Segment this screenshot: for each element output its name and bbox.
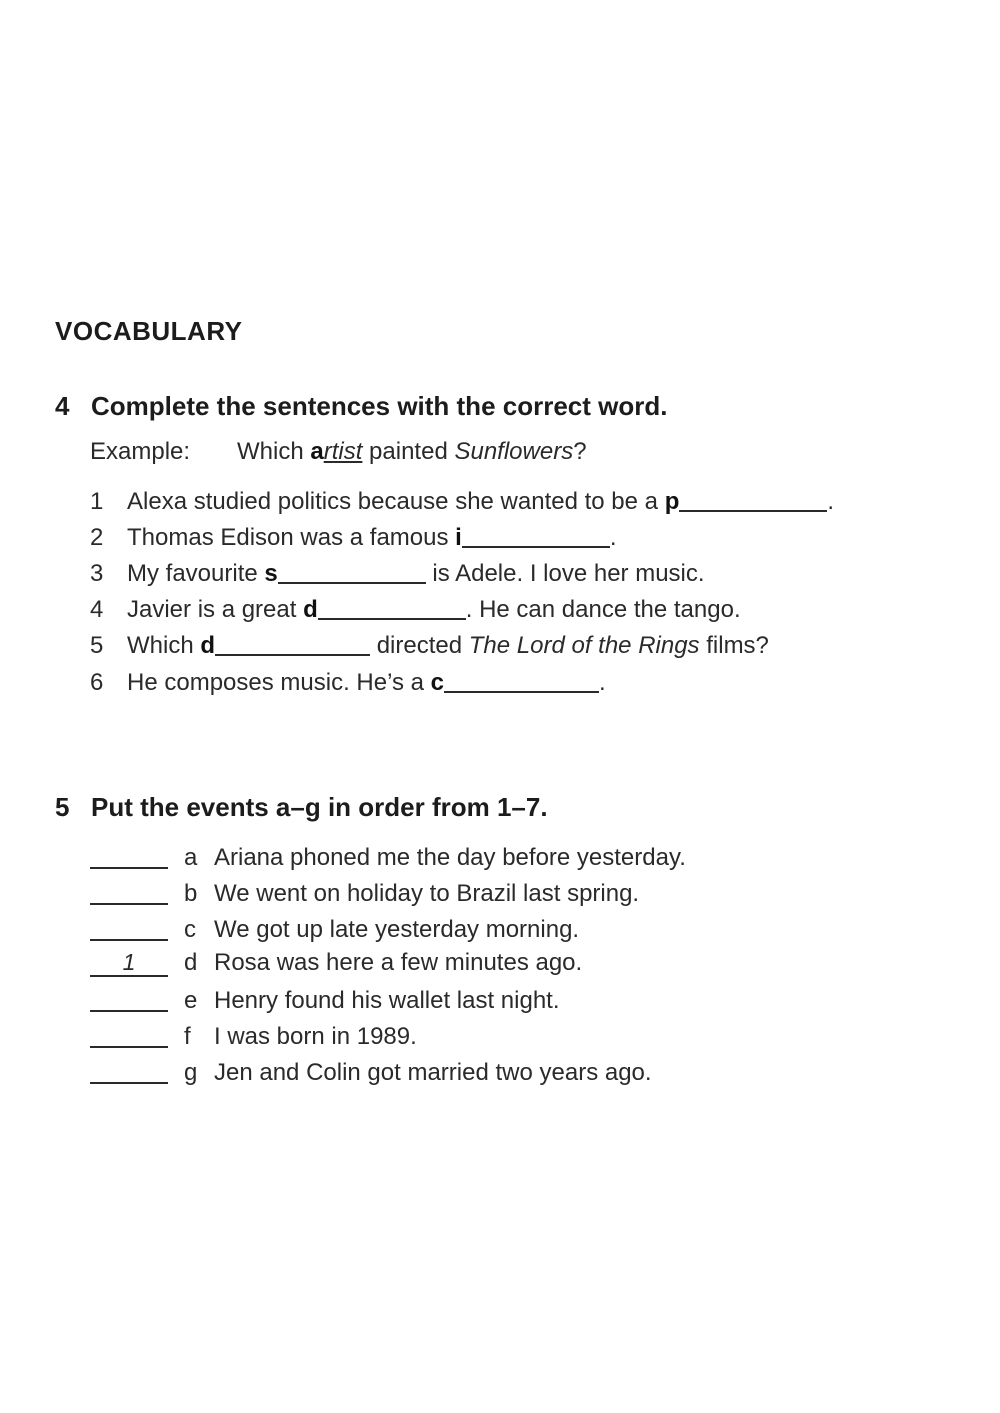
item-text: . He can dance the tango. [465, 596, 741, 623]
item-text: directed [370, 632, 469, 659]
example-label: Example: [90, 438, 191, 465]
event-text: Rosa was here a few minutes ago. [214, 949, 583, 976]
sentence-item [90, 668, 606, 698]
order-answer-blank[interactable] [90, 877, 168, 905]
item-number: 6 [90, 669, 104, 696]
item-text: . [827, 488, 835, 515]
exercise-instruction: Put the events a–g in order from 1–7. [91, 792, 548, 822]
first-letter: c [430, 669, 445, 696]
item-number: 5 [90, 632, 104, 659]
event-item [90, 913, 579, 945]
exercise-5-heading [55, 792, 548, 823]
item-text: . [599, 669, 606, 696]
first-letter: d [303, 596, 318, 623]
example-sentence [90, 438, 587, 466]
exercise-instruction: Complete the sentences with the correct word. [91, 391, 668, 421]
item-text: films? [699, 632, 769, 659]
section-title: VOCABULARY [55, 316, 243, 346]
order-answer-blank[interactable] [90, 1020, 168, 1048]
first-letter: p [664, 488, 680, 515]
event-text: Henry found his wallet last night. [214, 987, 560, 1014]
event-letter: b [184, 880, 198, 907]
answer-blank[interactable] [679, 488, 827, 512]
item-text: is Adele. I love her music. [425, 560, 705, 587]
item-text: My favourite [127, 560, 265, 587]
order-answer-blank[interactable] [90, 984, 168, 1012]
exercise-4-heading [55, 391, 667, 422]
exercise-number: 4 [55, 391, 70, 421]
example-text: painted [362, 438, 455, 465]
example-text: Which [237, 438, 311, 465]
film-title: The Lord of the Rings [468, 632, 700, 659]
event-text: We got up late yesterday morning. [214, 916, 580, 943]
order-answer-blank[interactable] [90, 1056, 168, 1084]
event-item [90, 984, 560, 1016]
answer-blank[interactable] [278, 560, 426, 584]
event-text: Jen and Colin got married two years ago. [214, 1059, 652, 1086]
event-text: We went on holiday to Brazil last spring. [214, 880, 640, 907]
item-number: 3 [90, 560, 104, 587]
item-text: . [609, 524, 617, 551]
answer-blank[interactable] [318, 596, 466, 620]
item-text: He composes music. He’s a [127, 669, 431, 696]
example-first-letter: a [310, 438, 324, 465]
event-letter: a [184, 844, 198, 871]
event-letter: e [184, 987, 198, 1014]
example-text: ? [573, 438, 587, 465]
example-italic: Sunflowers [454, 438, 574, 465]
exercise-number: 5 [55, 792, 70, 822]
item-text: Javier is a great [127, 596, 304, 623]
event-letter: f [184, 1023, 191, 1050]
order-answer-blank[interactable]: 1 [90, 949, 168, 977]
item-number: 4 [90, 596, 104, 623]
event-letter: d [184, 949, 198, 976]
order-answer-blank[interactable] [90, 841, 168, 869]
sentence-item [90, 559, 705, 589]
item-text: Alexa studied politics because she wanted to be a [127, 488, 665, 515]
first-letter: d [200, 632, 216, 659]
first-letter: s [264, 560, 278, 587]
event-text: Ariana phoned me the day before yesterday. [214, 844, 686, 871]
sentence-item [90, 487, 834, 517]
answer-blank[interactable] [215, 632, 370, 656]
item-text: Which [127, 632, 201, 659]
first-letter: i [455, 524, 462, 551]
example-answer: rtist [323, 438, 363, 465]
event-letter: c [184, 916, 196, 943]
sentence-item [90, 631, 769, 661]
event-text: I was born in 1989. [214, 1023, 417, 1050]
order-answer-blank[interactable] [90, 913, 168, 941]
answer-blank[interactable] [462, 524, 610, 548]
answer-blank[interactable] [444, 669, 599, 693]
event-letter: g [184, 1059, 198, 1086]
sentence-item [90, 595, 741, 625]
event-item [90, 1020, 417, 1052]
item-number: 1 [90, 488, 104, 515]
event-item [90, 841, 686, 873]
sentence-item [90, 523, 617, 553]
event-item [90, 948, 582, 978]
event-item [90, 1056, 652, 1088]
item-number: 2 [90, 524, 104, 551]
item-text: Thomas Edison was a famous [127, 524, 456, 551]
event-item [90, 877, 639, 909]
